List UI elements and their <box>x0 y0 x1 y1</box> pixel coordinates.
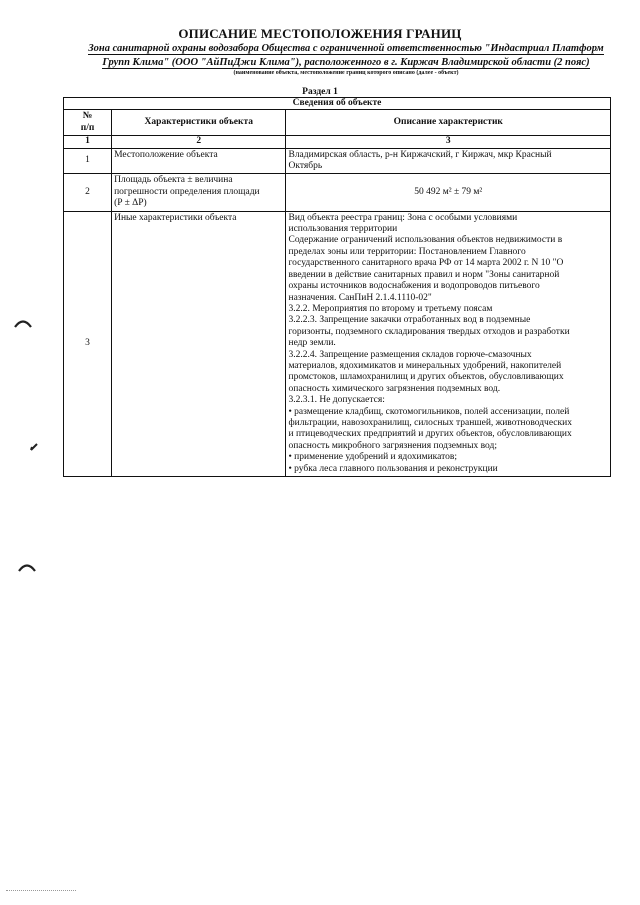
description-line: государственного санитарного врача РФ от 14 марта 2002 г. N 10 "О <box>288 258 564 269</box>
description-line: Владимирская область, р-н Киржачский, г Киржач, мкр Красный <box>288 149 552 160</box>
document-subtitle <box>66 42 626 70</box>
column-number-3: 3 <box>286 136 611 148</box>
row-number: 3 <box>64 211 112 476</box>
description-line: использования территории <box>288 224 398 235</box>
row-characteristic: Местоположение объекта <box>112 148 286 174</box>
characteristic-line: (P ± ΔP) <box>114 198 147 209</box>
subtitle-line-1: Зона санитарной охраны водозабора Общества с ограниченной ответственностью "Индастриал Платформ <box>88 43 604 54</box>
description-line: опасность химического загрязнения подземных вод. <box>288 383 501 394</box>
header-number: № п/п <box>64 110 112 136</box>
object-info-table <box>63 97 611 477</box>
column-number-2: 2 <box>112 136 286 148</box>
row-number: 2 <box>64 174 112 211</box>
description-line: Октябрь <box>288 161 323 172</box>
row-characteristic: Иные характеристики объекта <box>112 211 286 476</box>
description-line: недр земли. <box>288 338 336 349</box>
document-title: ОПИСАНИЕ МЕСТОПОЛОЖЕНИЯ ГРАНИЦ <box>178 26 462 41</box>
row-characteristic <box>112 174 286 211</box>
footer-divider <box>6 890 76 891</box>
subtitle-caption: (наименование объекта, местоположение границ которого описано (далее - объект) <box>233 70 459 76</box>
section-label: Раздел 1 <box>302 87 338 97</box>
table-row <box>64 148 611 174</box>
characteristic-line: Площадь объекта ± величина <box>114 175 233 186</box>
description-line: и птицеводческих предприятий и других объектов, обусловливающих <box>288 429 572 440</box>
description-line: Вид объекта реестра границ: Зона с особыми условиями <box>288 212 518 223</box>
table-title: Сведения об объекте <box>64 98 611 110</box>
row-description <box>286 211 611 476</box>
description-line: 3.2.2. Мероприятия по второму и третьему поясам <box>288 303 493 314</box>
header-description: Описание характеристик <box>286 110 611 136</box>
table-row <box>64 211 611 476</box>
row-number: 1 <box>64 148 112 174</box>
header-characteristics: Характеристики объекта <box>112 110 286 136</box>
description-line: введении в действие санитарных правил и норм "Зоны санитарной <box>288 269 560 280</box>
description-line: • рубка леса главного пользования и реконструкции <box>288 463 498 474</box>
description-line: охраны источников водоснабжения и водопроводов питьевого <box>288 281 540 292</box>
description-line: • размещение кладбищ, скотомогильников, полей ассенизации, полей <box>288 406 570 417</box>
description-line: промстоков, шламохранилищ и других объектов, обусловливающих <box>288 372 564 383</box>
description-line: 3.2.3.1. Не допускается: <box>288 395 385 406</box>
characteristic-line: погрешности определения площади <box>114 186 260 197</box>
description-line: фильтрации, навозохранилищ, силосных траншей, животноводческих <box>288 417 572 428</box>
description-line: 3.2.2.4. Запрещение размещения складов горюче-смазочных <box>288 349 532 360</box>
row-description <box>286 148 611 174</box>
scan-mark-icon <box>14 318 32 328</box>
table-title-row <box>64 98 611 110</box>
description-line: горизонты, подземного складирования твердых отходов и разработки <box>288 326 570 337</box>
description-line: Содержание ограничений использования объектов недвижимости в <box>288 235 563 246</box>
description-line: назначения. СанПиН 2.1.4.1110-02" <box>288 292 432 303</box>
scan-mark-icon <box>18 562 36 572</box>
table-header-row <box>64 110 611 136</box>
table-row <box>64 174 611 211</box>
description-line: • применение удобрений и ядохимикатов; <box>288 452 458 463</box>
scan-mark-icon <box>29 442 39 452</box>
area-value: 50 492 м² ± 79 м² <box>286 174 611 211</box>
column-number-row <box>64 136 611 148</box>
description-line: опасность микробного загрязнения подземных вод; <box>288 440 497 451</box>
column-number-1: 1 <box>64 136 112 148</box>
subtitle-line-2: Групп Клима" (ООО "АйПиДжи Клима"), расположенного в г. Киржач Владимирской области (2 пояс) <box>102 57 590 68</box>
description-line: материалов, ядохимикатов и минеральных удобрений, накопителей <box>288 360 562 371</box>
description-line: 3.2.2.3. Запрещение закачки отработанных вод в подземные <box>288 315 531 326</box>
description-line: пределах зоны или территории: Постановлением Главного <box>288 246 526 257</box>
